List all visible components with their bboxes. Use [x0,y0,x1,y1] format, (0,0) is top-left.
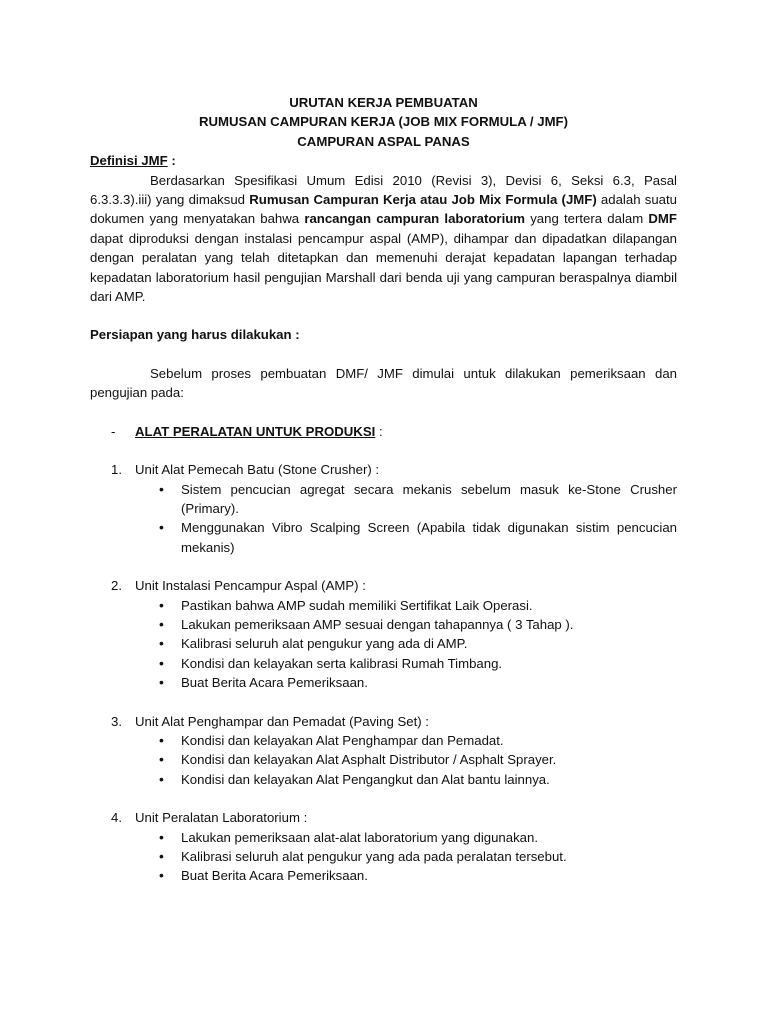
unit-4-list [159,828,677,886]
list-item-text: Kalibrasi seluruh alat pengukur yang ada di AMP. [181,636,468,652]
list-item-text: Kalibrasi seluruh alat pengukur yang ada pada peralatan tersebut. [181,849,567,864]
list-item [159,828,677,847]
definition-text-mid2: yang tertera dalam [525,211,649,227]
list-item-text: Pastikan bahwa AMP sudah memiliki Sertifikat Laik Operasi. [181,597,533,613]
unit-3-list [159,731,677,789]
definition-text-end: dapat diproduksi dengan instalasi pencampur aspal (AMP), dihampar dan dipadatkan dilapangan dengan peralatan yang telah ditetapkan dan memenuhi derajat kepadatan lapangan terhadap kepadatan laboratorium hasil pengujian Marshall dari benda uji yang campuran beraspalnya diambil dari AMP. [90,230,677,305]
preparation-paragraph: Sebelum proses pembuatan DMF/ JMF dimulai untuk dilakukan pemeriksaan dan pengujian pada: [90,365,677,401]
list-item [159,847,677,866]
doc-title-line-3: CAMPURAN ASPAL PANAS [297,133,470,149]
bullet-icon: • [159,654,164,671]
bullet-icon: • [159,848,164,864]
list-item [159,480,677,519]
list-item-text: Menggunakan Vibro Scalping Screen (Apabila tidak digunakan sistim pencucian mekanis) [181,520,677,555]
dash-marker: - [111,423,116,439]
spacer [90,693,677,712]
unit-number: 1. [111,462,122,478]
definition-heading-line [90,151,677,170]
list-item [159,731,677,750]
list-item-text: Kondisi dan kelayakan Alat Pengangkut dan Alat bantu lainnya. [181,771,550,787]
unit-title: Unit Alat Penghampar dan Pemadat (Paving Set) : [135,713,429,729]
definition-heading-suffix: : [167,153,176,169]
list-item-text: Lakukan pemeriksaan alat-alat laboratorium yang digunakan. [181,829,539,845]
doc-title-line-1: URUTAN KERJA PEMBUATAN [289,95,478,110]
unit-number: 3. [111,713,122,729]
bullet-icon: • [159,674,164,691]
unit-1-list [159,480,677,558]
unit-2-list [159,596,677,693]
definition-heading: Definisi JMF [90,153,168,169]
definition-bold-jmf: Rumusan Campuran Kerja atau Job Mix Formula (JMF) [249,192,597,208]
spacer [90,345,677,364]
definition-paragraph [90,171,677,307]
list-item [159,654,677,673]
unit-number: 2. [111,578,122,594]
section-label-suffix: : [375,423,383,439]
list-item [159,596,677,615]
unit-title: Unit Peralatan Laboratorium : [135,810,308,826]
list-item-text: Lakukan pemeriksaan AMP sesuai dengan tahapannya ( 3 Tahap ). [181,616,574,632]
unit-4-heading [111,808,677,827]
list-item [159,770,677,789]
list-item [159,673,677,692]
list-item-text: Kondisi dan kelayakan Alat Asphalt Distributor / Asphalt Sprayer. [181,752,557,768]
bullet-icon: • [159,751,164,768]
bullet-icon: • [159,867,164,884]
unit-1-heading [111,460,677,479]
bullet-icon: • [159,770,164,787]
preparation-heading: Persiapan yang harus dilakukan : [90,327,300,343]
definition-bold-dmf: DMF [648,211,677,227]
unit-title: Unit Instalasi Pencampur Aspal (AMP) : [135,578,366,594]
list-item-text: Buat Berita Acara Pemeriksaan. [181,675,368,691]
bullet-icon: • [159,596,164,613]
bullet-icon: • [159,731,164,748]
list-item [159,866,677,885]
spacer [90,306,677,325]
unit-number: 4. [111,810,122,826]
section-label: ALAT PERALATAN UNTUK PRODUKSI [135,423,376,439]
list-item-text: Kondisi dan kelayakan Alat Penghampar dan Pemadat. [181,732,504,748]
section-heading-equipment [111,422,677,441]
list-item [159,518,677,557]
unit-title: Unit Alat Pemecah Batu (Stone Crusher) : [135,462,380,478]
bullet-icon: • [159,519,164,536]
list-item [159,634,677,653]
list-item [159,750,677,769]
definition-text-start: Berdasarkan Spesifikasi Umum Edisi 2010 (Revisi 3), Devisi 6, Seksi 6.3, Pasal 6.3.3.3).iii) yang dimaksud [90,172,677,208]
list-item-text: Sistem pencucian agregat secara mekanis sebelum masuk ke-Stone Crusher (Primary). [181,481,677,516]
bullet-icon: • [159,615,164,632]
document-page [90,93,677,886]
unit-3-heading [111,712,677,731]
bullet-icon: • [159,828,164,845]
list-item-text: Kondisi dan kelayakan serta kalibrasi Rumah Timbang. [181,655,503,671]
spacer [90,789,677,808]
bullet-icon: • [159,635,164,652]
spacer [90,557,677,576]
unit-2-heading [111,576,677,595]
definition-bold-rancangan: rancangan campuran laboratorium [304,211,526,227]
spacer [90,403,677,422]
definition-text-mid1: adalah suatu dokumen yang menyatakan bahwa [90,192,677,227]
list-item-text: Buat Berita Acara Pemeriksaan. [181,868,368,884]
doc-title-line-2: RUMUSAN CAMPURAN KERJA (JOB MIX FORMULA / JMF) [199,114,568,130]
spacer [90,441,677,460]
bullet-icon: • [159,480,164,497]
list-item [159,615,677,634]
